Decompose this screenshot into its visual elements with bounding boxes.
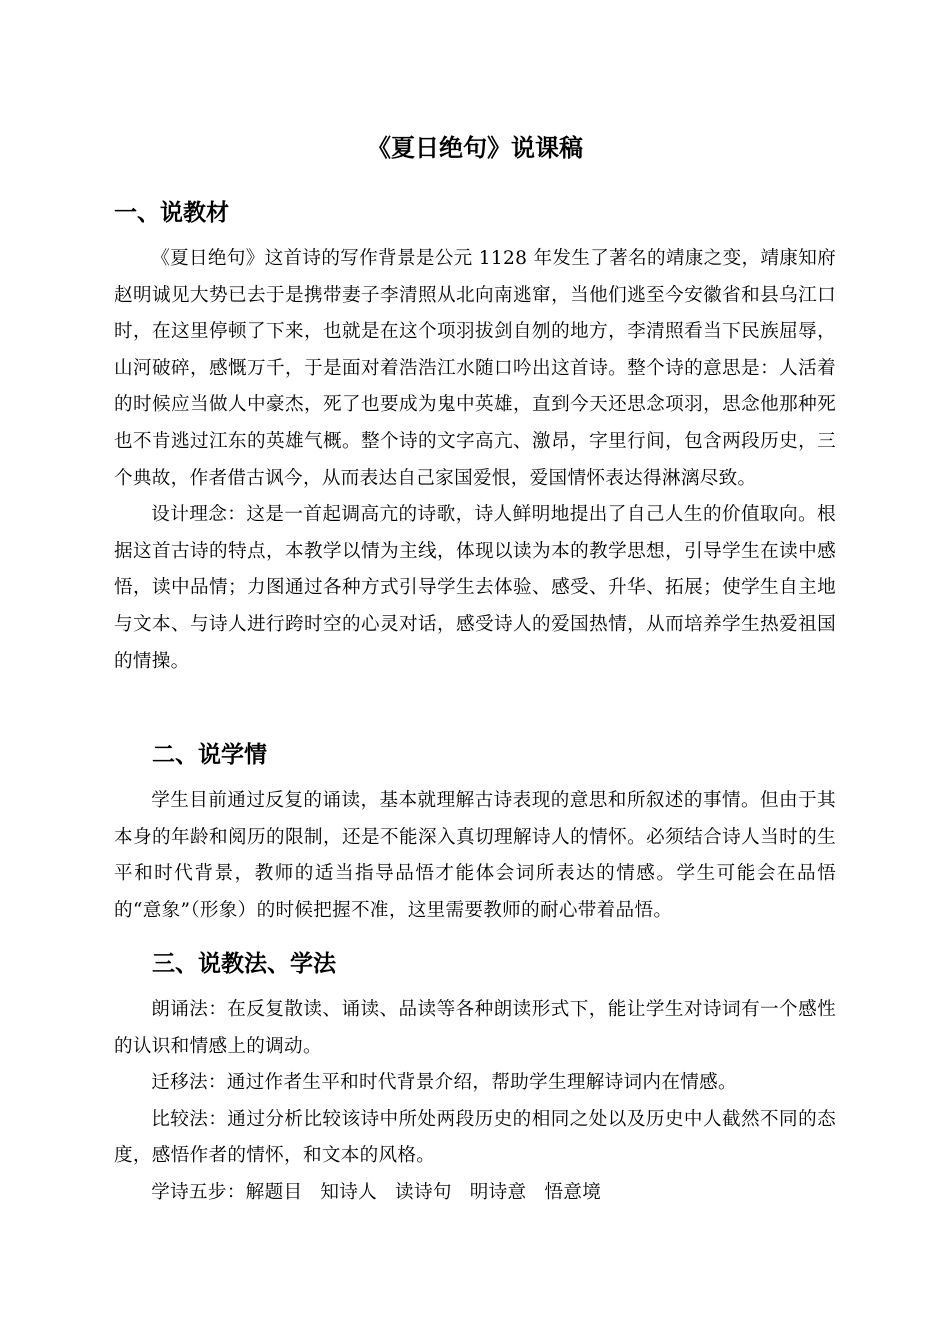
step-item: 解题目 <box>245 1181 303 1203</box>
steps-label: 学诗五步： <box>151 1181 246 1203</box>
five-steps-line <box>114 1175 836 1212</box>
section-teaching-material <box>114 195 836 680</box>
paragraph: 迁移法：通过作者生平和时代背景介绍，帮助学生理解诗词内在情感。 <box>151 1072 737 1094</box>
paragraph: 《夏日绝句》这首诗的写作背景是公元 1128 年发生了著名的靖康之变，靖康知府赵明诚见大势已去于是携带妻子李清照从北向南逃窜，当他们逃至今安徽省和县乌江口时，在这里停顿了下来，也就是在这个项羽拔剑自刎的地方，李清照看当下民族屈辱，山河破碎，感慨万千，于是面对着浩浩江水随口吟出这首诗。整个诗的意思是：人活着的时候应当做人中豪杰，死了也要成为鬼中英雄，直到今天还思念项羽，思念他那种死也不肯逃过江东的英雄气概。整个诗的文字高亢、激昂，字里行间，包含两段历史，三个典故，作者借古讽今，从而表达自己家国爱恨，爱国情怀表达得淋漓尽致。 <box>114 248 836 489</box>
paragraph: 比较法：通过分析比较该诗中所处两段历史的相同之处以及历史中人截然不同的态度，感悟作者的情怀，和文本的风格。 <box>114 1108 836 1167</box>
paragraph: 学生目前通过反复的诵读，基本就理解古诗表现的意思和所叙述的事情。但由于其本身的年龄和阅历的限制，还是不能深入真切理解诗人的情怀。必须结合诗人当时的生平和时代背景，教师的适当指导品悟才能体会词所表达的情感。学生可能会在品悟的“意象”（形象）的时候把握不准，这里需要教师的耐心带着品悟。 <box>114 790 836 921</box>
section-heading: 一、说教材 <box>114 200 229 226</box>
paragraph: 设计理念：这是一首起调高亢的诗歌，诗人鲜明地提出了自己人生的价值取向。根据这首古诗的特点，本教学以情为主线，体现以读为本的教学思想，引导学生在读中感悟，读中品情；力图通过各种方式引导学生去体验、感受、升华、拓展；使学生自主地与文本、与诗人进行跨时空的心灵对话，感受诗人的爱国热情，从而培养学生热爱祖国的情操。 <box>114 504 836 672</box>
section-student-analysis <box>114 737 836 929</box>
section-teaching-methods <box>114 946 836 1212</box>
paragraph: 朗诵法：在反复散读、诵读、品读等各种朗读形式下，能让学生对诗词有一个感性的认识和情感上的调动。 <box>114 999 836 1057</box>
step-item: 明诗意 <box>469 1181 527 1203</box>
section-heading: 二、说学情 <box>152 742 267 768</box>
page-title: 《夏日绝句》说课稿 <box>367 134 583 162</box>
step-item: 读诗句 <box>395 1181 452 1203</box>
section-heading: 三、说教法、学法 <box>152 951 336 977</box>
step-item: 知诗人 <box>320 1181 378 1203</box>
step-item: 悟意境 <box>544 1181 602 1203</box>
